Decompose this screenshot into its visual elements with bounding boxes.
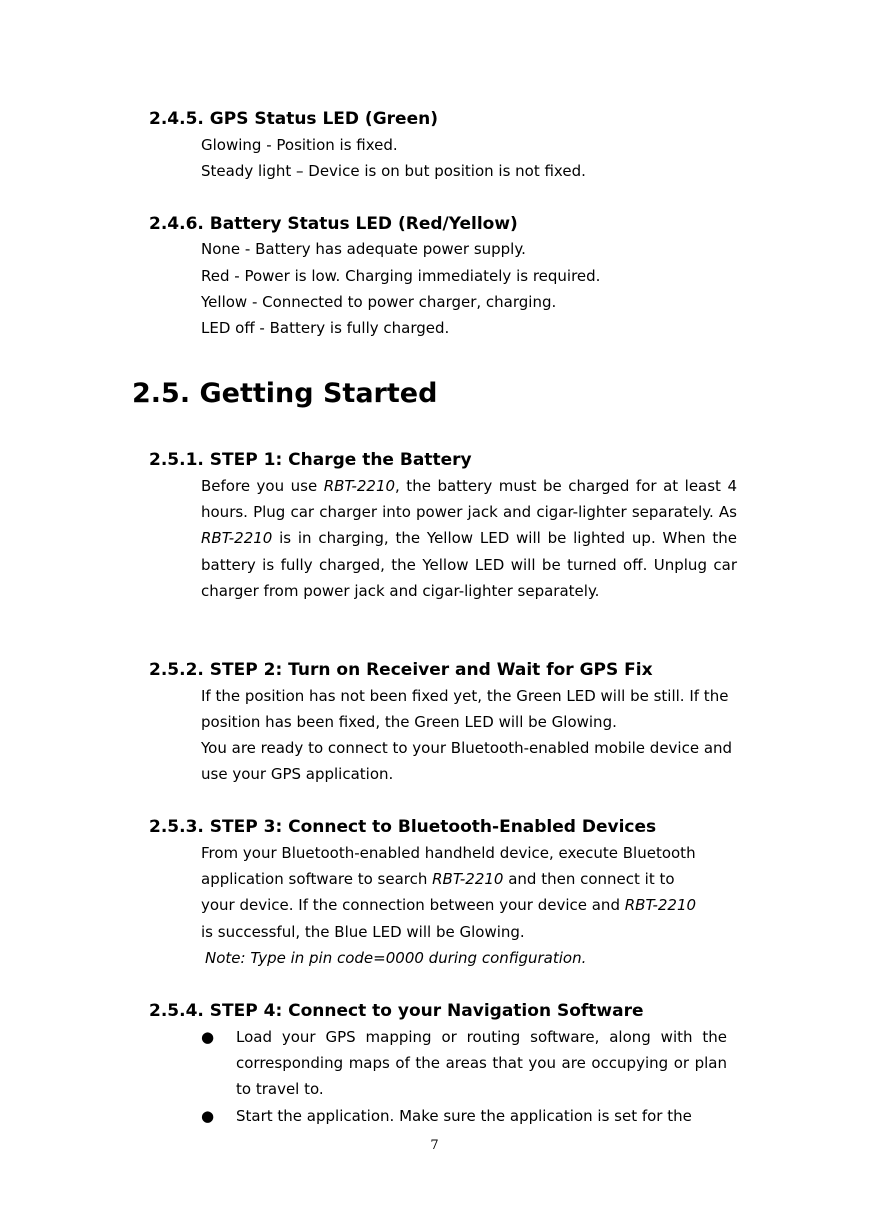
page-number: 7: [430, 1138, 439, 1153]
bullet-icon: ●: [201, 1107, 215, 1125]
product-name: RBT-2210: [432, 870, 504, 889]
heading-2-4-5: 2.4.5. GPS Status LED (Green): [149, 109, 438, 129]
heading-2-5: 2.5. Getting Started: [132, 378, 438, 409]
step3-line-2: application software to search RBT-2210 and then connect it to: [201, 870, 675, 889]
step3-line-3: your device. If the connection between your device and RBT-2210: [201, 896, 697, 915]
battery-led-yellow: Yellow - Connected to power charger, charging.: [201, 293, 557, 311]
step2-paragraph-2: You are ready to connect to your Bluetooth-enabled mobile device and use your GPS application.: [201, 739, 733, 784]
bullet-item: [201, 1103, 727, 1129]
heading-2-4-6: 2.4.6. Battery Status LED (Red/Yellow): [149, 214, 518, 234]
gps-led-steady: Steady light – Device is on but position is not fixed.: [201, 162, 586, 180]
heading-2-5-4: 2.5.4. STEP 4: Connect to your Navigation Software: [149, 1001, 644, 1021]
product-name: RBT-2210: [201, 529, 273, 548]
step3-paragraph: [201, 840, 696, 945]
bullet-item: [201, 1024, 727, 1103]
battery-led-off: LED off - Battery is fully charged.: [201, 319, 450, 337]
heading-2-5-2: 2.5.2. STEP 2: Turn on Receiver and Wait for GPS Fix: [149, 660, 653, 680]
step3-line-4: is successful, the Blue LED will be Glowing.: [201, 922, 525, 941]
heading-2-5-3: 2.5.3. STEP 3: Connect to Bluetooth-Enabled Devices: [149, 817, 657, 837]
battery-led-red: Red - Power is low. Charging immediately is required.: [201, 267, 601, 285]
bullet-icon: ●: [201, 1028, 215, 1046]
bullet-text: Start the application. Make sure the application is set for the: [236, 1107, 692, 1125]
product-name: RBT-2210: [323, 477, 396, 495]
step2-paragraph-1: If the position has not been fixed yet, the Green LED will be still. If the position has been fixed, the Green LED will be Glowing.: [201, 687, 729, 732]
step3-line-1: From your Bluetooth-enabled handheld device, execute Bluetooth: [201, 844, 696, 862]
bullet-text: Load your GPS mapping or routing software, along with the corresponding maps of the areas that you are occupying or plan to travel to.: [236, 1028, 727, 1099]
battery-led-none: None - Battery has adequate power supply.: [201, 240, 526, 258]
heading-2-5-1: 2.5.1. STEP 1: Charge the Battery: [149, 450, 472, 470]
step1-paragraph: Before you use RBT-2210, the battery must be charged for at least 4 hours. Plug car charger into power jack and cigar-lighter separately. As RBT-2210 is in charging, the Yellow LED will be lighted up. When the battery is fully charged, the Yellow LED will be turned off. Unplug car charger from power jack and cigar-lighter separately.: [201, 477, 737, 600]
gps-led-glowing: Glowing - Position is fixed.: [201, 136, 398, 154]
pin-code-note: Note: Type in pin code=0000 during configuration.: [205, 949, 587, 967]
product-name: RBT-2210: [624, 896, 697, 915]
